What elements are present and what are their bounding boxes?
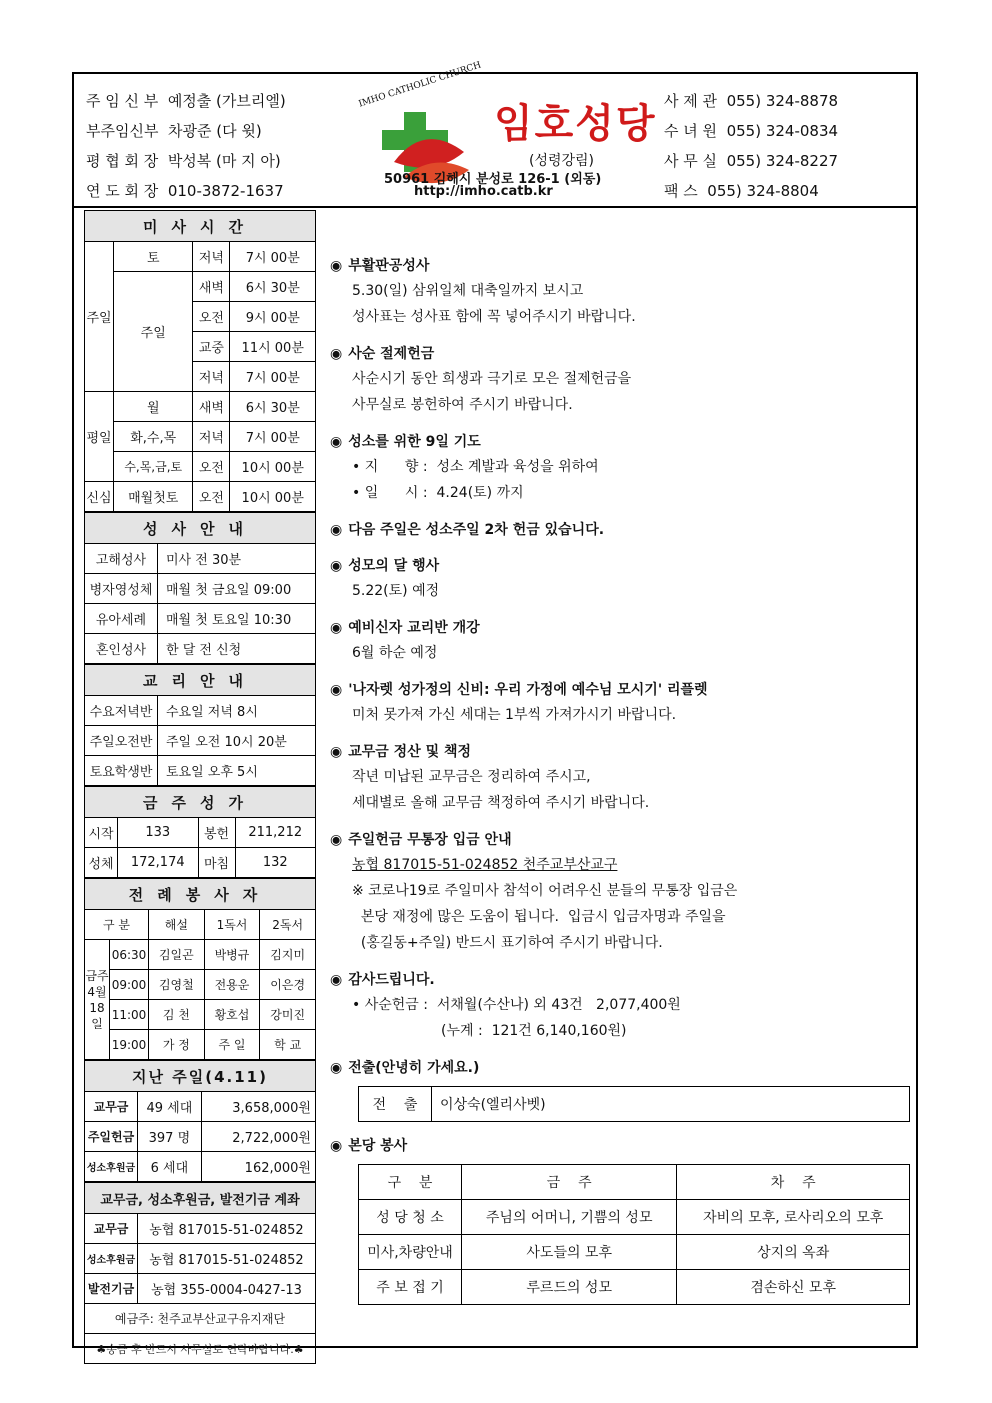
group-label: 주일 bbox=[85, 242, 114, 392]
bullet-icon: ◉ bbox=[330, 832, 343, 848]
accounts-table: 교무금, 성소후원금, 발전기금 계좌 교무금 농협 817015-51-024852 성소후원금 농협 817015-51-024852 발전기금 농협 355-0004-0427-13 예금주: 천주교부산교구유지재단 ♣송금 후 반드시 사무실로 연락바랍니다.♣ bbox=[84, 1182, 316, 1364]
header-staff bbox=[86, 86, 286, 206]
notices bbox=[330, 254, 910, 1317]
notice-item: ◉ 성모의 달 행사 5.22(토) 예정 bbox=[330, 558, 440, 599]
church-subtitle: (성령강림) bbox=[529, 153, 595, 169]
bullet-icon: ◉ bbox=[330, 682, 343, 698]
sidebar bbox=[84, 210, 316, 1364]
contact-row: 사 제 관 055) 324-8878 bbox=[664, 92, 839, 110]
bullet-icon: ◉ bbox=[330, 620, 343, 636]
bullet-icon: ◉ bbox=[330, 972, 343, 988]
section-title: 교무금, 성소후원금, 발전기금 계좌 bbox=[85, 1183, 316, 1214]
notice-item: ◉ 본당 봉사 구 분 금 주 차 주 성 당 청 소 주님의 어머니, 기쁨의 성모 자비의 모후, 로사리오의 모후 미사,차량안내 사도들의 모후 상지의 옥좌 주 보 접 기 루르드의 성모 겸손하신 모후 bbox=[330, 1134, 910, 1305]
mass-times-table: 미사시간 주일 토 저녁 7시 00분 주일 새벽 6시 30분 오전 9시 00분 교중 11시 00분 저녁 7시 00분 평일 월 새벽 6시 30분 화,수,목 저녁 7시 00분 수,목,금,토 오전 10시 00분 신심 매월첫토 오전 10시 00분 bbox=[84, 210, 316, 512]
staff-row: 부주임신부 차광준 (다 윗) bbox=[86, 122, 262, 140]
notice-item: ◉ '나자렛 성가정의 신비: 우리 가정에 예수님 모시기' 리플렛 미처 못가져 가신 세대는 1부씩 가져가시기 바랍니다. bbox=[330, 682, 708, 723]
section-title: 전례봉사자 bbox=[85, 879, 316, 910]
contact-row: 수 녀 원 055) 324-0834 bbox=[664, 122, 839, 140]
bullet-icon: ◉ bbox=[330, 744, 343, 760]
header bbox=[74, 60, 916, 208]
bullet-icon: ◉ bbox=[330, 1138, 343, 1154]
sacraments-table: 성사안내 고해성사 미사 전 30분 병자영성체 매월 첫 금요일 09:00 유아세례 매월 첫 토요일 10:30 혼인성사 한 달 전 신청 bbox=[84, 512, 316, 664]
bank-account: 농협 817015-51-024852 천주교부산교구 bbox=[352, 857, 618, 873]
last-week-table: 지난 주일(4.11) 교무금 49 세대 3,658,000원 주일헌금 397 명 2,722,000원 성소후원금 6 세대 162,000원 bbox=[84, 1060, 316, 1182]
bullet-icon: ◉ bbox=[330, 558, 343, 574]
bulletin-frame bbox=[72, 60, 918, 1356]
header-contacts bbox=[664, 86, 838, 206]
group-label: 평일 bbox=[85, 392, 114, 482]
bullet-icon: ◉ bbox=[330, 258, 343, 274]
notice-item: ◉ 감사드립니다. • 사순헌금 : 서채월(수산나) 외 43건 2,077,400원 (누계 : 121건 6,140,160원) bbox=[330, 972, 681, 1039]
bullet-icon: ◉ bbox=[330, 1060, 343, 1076]
staff-row: 연 도 회 장 010-3872-1637 bbox=[86, 182, 284, 200]
service-table: 구 분 금 주 차 주 성 당 청 소 주님의 어머니, 기쁨의 성모 자비의 모후, 로사리오의 모후 미사,차량안내 사도들의 모후 상지의 옥좌 주 보 접 기 루르드의 성모 겸손하신 모후 bbox=[358, 1164, 910, 1305]
church-url[interactable]: http://imho.catb.kr bbox=[414, 184, 553, 199]
section-title: 금주성가 bbox=[85, 787, 316, 818]
notice-item: ◉ 성소를 위한 9일 기도 • 지 향 : 성소 계발과 육성을 위하여 • 일 시 : 4.24(토) 까지 bbox=[330, 434, 599, 501]
notice-item: ◉ 교무금 정산 및 책정 작년 미납된 교무금은 정리하여 주시고, 세대별로 올해 교무금 책정하여 주시기 바랍니다. bbox=[330, 744, 650, 811]
section-title: 미사시간 bbox=[85, 211, 316, 242]
catechism-table: 교리안내 수요저녁반 수요일 저녁 8시 주일오전반 주일 오전 10시 20분 토요학생반 토요일 오후 5시 bbox=[84, 664, 316, 786]
contact-row: 사 무 실 055) 324-8227 bbox=[664, 152, 839, 170]
hymns-table: 금주성가 시작 133 봉헌 211,212 성체 172,174 마침 132 bbox=[84, 786, 316, 878]
bullet-icon: ◉ bbox=[330, 434, 343, 450]
section-title: 교리안내 bbox=[85, 665, 316, 696]
church-arc-text: IMHO CATHOLIC CHURCH bbox=[357, 60, 483, 110]
notice-item: ◉ 다음 주일은 성소주일 2차 헌금 있습니다. bbox=[330, 522, 605, 538]
section-title: 지난 주일(4.11) bbox=[85, 1061, 316, 1092]
section-title: 성사안내 bbox=[85, 513, 316, 544]
bullet-icon: ◉ bbox=[330, 346, 343, 362]
notice-item: ◉ 사순 절제헌금 사순시기 동안 희생과 극기로 모은 절제헌금을 사무실로 봉헌하여 주시기 바랍니다. bbox=[330, 346, 632, 413]
staff-row: 평 협 회 장 박성복 (마 지 아) bbox=[86, 152, 281, 170]
notice-item: ◉ 부활판공성사 5.30(일) 삼위일체 대축일까지 보시고 성사표는 성사표 함에 꼭 넣어주시기 바랍니다. bbox=[330, 258, 636, 325]
notice-item: ◉ 주일헌금 무통장 입금 안내 농협 817015-51-024852 천주교부산교구 ※ 코로나19로 주일미사 참석이 어려우신 분들의 무통장 입금은 본당 재정에 많은 도움이 됩니다. 입금시 입금자명과 주일을 (홍길동+주일) 반드시 표기하여 주시기 바랍니다. bbox=[330, 828, 910, 956]
notice-item: ◉ 예비신자 교리반 개강 6월 하순 예정 bbox=[330, 620, 480, 661]
servers-table: 전례봉사자 구 분 해설 1독서 2독서 금주 4월 18일 06:30 김일곤 박병규 김지미 09:00 김영철 전용운 이은경 11:00 김 천 황호섭 강미진 19:00 가 정 주 일 학 교 bbox=[84, 878, 316, 1060]
bullet-icon: ◉ bbox=[330, 522, 343, 538]
transfer-table: 전 출 이상숙(엘리사벳) bbox=[358, 1086, 910, 1122]
church-name: 임호성당 bbox=[494, 101, 657, 147]
church-address: 50961 김해시 분성로 126-1 (외동) bbox=[384, 172, 602, 187]
notice-item: ◉ 전출(안녕히 가세요.) 전 출 이상숙(엘리사벳) bbox=[330, 1056, 910, 1122]
contact-row: 팩 스 055) 324-8804 bbox=[664, 182, 819, 200]
staff-row: 주 임 신 부 예정출 (가브리엘) bbox=[86, 92, 286, 110]
